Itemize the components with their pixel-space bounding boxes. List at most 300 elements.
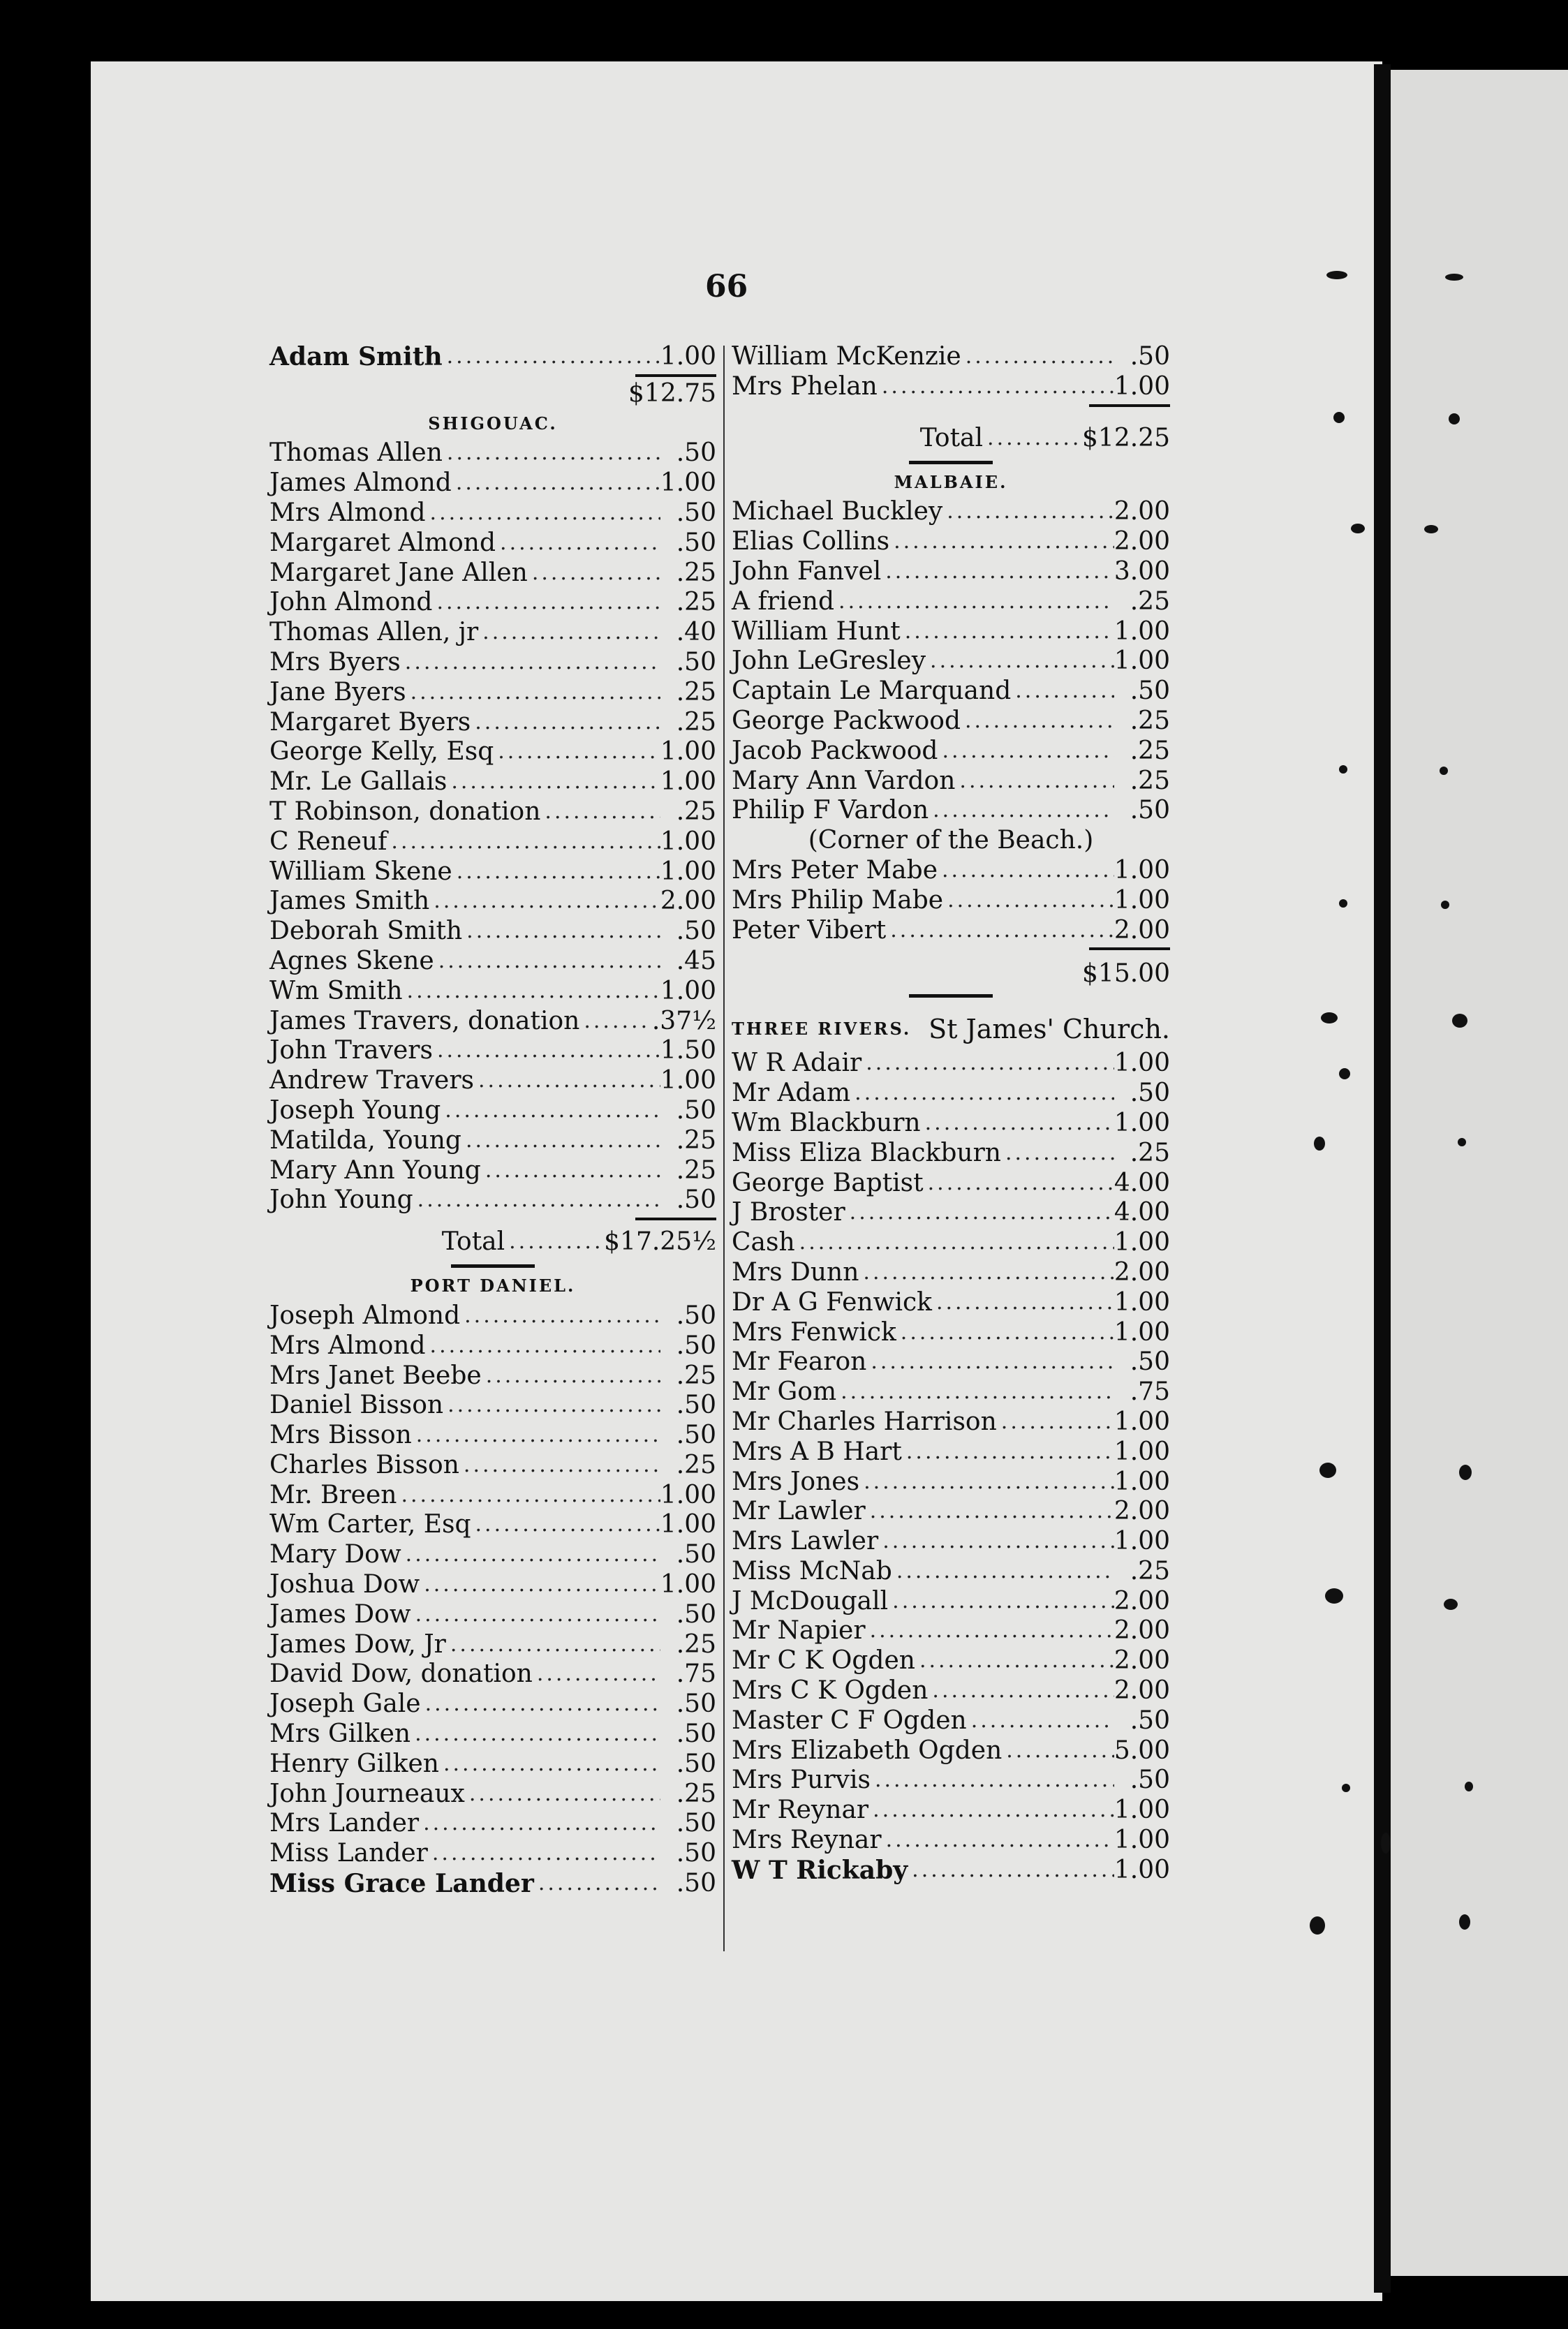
list-item bbox=[269, 1036, 716, 1066]
list-item bbox=[269, 1156, 716, 1186]
list-item bbox=[269, 1096, 716, 1126]
list-item bbox=[732, 1079, 1170, 1109]
malbaie-list bbox=[732, 497, 1170, 826]
contribution-amount: 1.00 bbox=[1114, 1467, 1170, 1496]
contribution-amount: .25 bbox=[676, 1361, 716, 1390]
list-item bbox=[732, 1736, 1170, 1766]
margin-mark bbox=[1459, 1465, 1472, 1480]
leader-dots bbox=[997, 1407, 1114, 1437]
contributor-name: Cash bbox=[732, 1228, 795, 1257]
section-heading-shigouac: SHIGOUAC. bbox=[428, 413, 558, 434]
leader-dots bbox=[471, 1510, 660, 1540]
contribution-amount: 1.00 bbox=[660, 342, 716, 371]
leader-dots bbox=[878, 1527, 1114, 1557]
right-top-total: $12.25 bbox=[1082, 423, 1170, 452]
list-item bbox=[269, 468, 716, 498]
leader-dots bbox=[1011, 676, 1114, 707]
list-item bbox=[732, 342, 1170, 372]
sum-rule bbox=[732, 945, 1170, 956]
contribution-amount: 1.00 bbox=[660, 1480, 716, 1509]
contributor-name: Mr Gom bbox=[732, 1377, 837, 1407]
contributor-name: James Almond bbox=[269, 468, 452, 498]
list-item bbox=[732, 527, 1170, 557]
port-daniel-list bbox=[269, 1301, 716, 1899]
leader-dots bbox=[882, 1826, 1114, 1856]
leader-dots bbox=[428, 1839, 660, 1869]
list-item bbox=[269, 1451, 716, 1481]
leader-dots bbox=[861, 1049, 1114, 1079]
contribution-amount: 1.00 bbox=[660, 1066, 716, 1095]
sum-rule bbox=[269, 1215, 716, 1222]
leader-dots bbox=[478, 618, 660, 648]
contribution-amount: 1.00 bbox=[1114, 371, 1170, 401]
leader-dots bbox=[983, 419, 1082, 458]
contribution-amount: 1.00 bbox=[1114, 1407, 1170, 1436]
leader-dots bbox=[886, 916, 1114, 946]
contribution-amount: 4.00 bbox=[1114, 1168, 1170, 1197]
contribution-amount: 1.00 bbox=[1114, 646, 1170, 676]
list-item bbox=[732, 796, 1170, 826]
list-item bbox=[269, 1391, 716, 1421]
contribution-amount: 1.00 bbox=[1114, 1437, 1170, 1466]
contribution-amount: .50 bbox=[676, 917, 716, 946]
contribution-amount: .50 bbox=[1130, 1079, 1170, 1108]
contributor-name: John Young bbox=[269, 1185, 413, 1215]
margin-mark bbox=[1310, 1916, 1325, 1935]
leader-dots bbox=[878, 372, 1114, 402]
contributor-name: John Travers bbox=[269, 1036, 433, 1065]
contributor-name: Henry Gilken bbox=[269, 1749, 439, 1778]
contribution-amount: 2.00 bbox=[1114, 1586, 1170, 1615]
contributor-name: C Reneuf bbox=[269, 827, 387, 856]
contribution-amount: 1.00 bbox=[1114, 855, 1170, 885]
contributor-name: Mrs Elizabeth Ogden bbox=[732, 1736, 1003, 1765]
contribution-amount: .25 bbox=[1130, 736, 1170, 765]
list-item bbox=[732, 1826, 1170, 1856]
margin-mark bbox=[1342, 1784, 1350, 1792]
leader-dots bbox=[462, 917, 660, 947]
leader-dots bbox=[412, 1421, 660, 1451]
contribution-amount: .50 bbox=[1130, 342, 1170, 371]
contributor-name: Adam Smith bbox=[269, 342, 443, 371]
contributor-name: W T Rickaby bbox=[732, 1855, 908, 1885]
leader-dots bbox=[859, 1258, 1114, 1288]
leader-dots bbox=[505, 1222, 604, 1262]
contributor-name: Mrs Reynar bbox=[732, 1826, 882, 1855]
list-item bbox=[732, 1467, 1170, 1498]
contribution-amount: .50 bbox=[676, 1331, 716, 1360]
contributor-name: Peter Vibert bbox=[732, 915, 887, 945]
contribution-amount: 2.00 bbox=[1114, 1257, 1170, 1287]
leader-dots bbox=[961, 342, 1114, 372]
leader-dots bbox=[866, 1616, 1114, 1646]
contributor-name: Mrs Jones bbox=[732, 1467, 860, 1496]
contributor-name: Mrs Peter Mabe bbox=[732, 855, 938, 885]
contributor-name: Miss McNab bbox=[732, 1556, 892, 1585]
list-item bbox=[269, 1361, 716, 1391]
contributor-name: Miss Grace Lander bbox=[269, 1869, 534, 1899]
contribution-amount: .25 bbox=[676, 707, 716, 737]
page-number: 66 bbox=[705, 269, 748, 304]
list-item bbox=[269, 1481, 716, 1511]
list-item bbox=[732, 1258, 1170, 1288]
contributor-name: William Skene bbox=[269, 857, 452, 886]
list-item bbox=[269, 977, 716, 1007]
list-item bbox=[269, 1540, 716, 1570]
margin-mark bbox=[1333, 412, 1345, 423]
list-item bbox=[732, 737, 1170, 767]
contributor-name: James Travers, donation bbox=[269, 1006, 580, 1035]
leader-dots bbox=[461, 1126, 660, 1156]
list-item bbox=[732, 1437, 1170, 1467]
contribution-amount: .50 bbox=[676, 1540, 716, 1569]
contributor-name: David Dow, donation bbox=[269, 1659, 533, 1689]
leader-dots bbox=[866, 1497, 1114, 1527]
list-item bbox=[732, 646, 1170, 676]
leader-dots bbox=[481, 1156, 660, 1186]
contribution-amount: 1.00 bbox=[1114, 1527, 1170, 1556]
leader-dots bbox=[474, 1066, 660, 1096]
contributor-name: Mrs Purvis bbox=[732, 1766, 871, 1795]
contribution-amount: 1.00 bbox=[1114, 1228, 1170, 1257]
list-item bbox=[732, 1706, 1170, 1736]
list-item bbox=[269, 1809, 716, 1839]
contributor-name: Mr Napier bbox=[732, 1616, 866, 1646]
contributor-name: John Journeaux bbox=[269, 1779, 465, 1808]
leader-dots bbox=[441, 1096, 660, 1126]
contributor-name: Deborah Smith bbox=[269, 917, 463, 946]
leader-dots bbox=[938, 737, 1114, 767]
contribution-amount: .50 bbox=[676, 1421, 716, 1450]
margin-mark bbox=[1339, 1068, 1350, 1079]
contributor-name: W R Adair bbox=[732, 1049, 862, 1078]
list-item bbox=[269, 1600, 716, 1630]
contribution-amount: 1.00 bbox=[660, 767, 716, 797]
list-item bbox=[269, 588, 716, 618]
leader-dots bbox=[494, 737, 660, 767]
list-item bbox=[732, 1377, 1170, 1407]
contributor-name: John Almond bbox=[269, 588, 433, 617]
contribution-amount: .25 bbox=[676, 1629, 716, 1659]
margin-mark bbox=[1314, 1137, 1325, 1151]
contribution-amount: .50 bbox=[676, 1185, 716, 1215]
contributor-name: Mr Adam bbox=[732, 1079, 851, 1108]
contribution-amount: 1.00 bbox=[660, 737, 716, 767]
contribution-amount: 1.00 bbox=[660, 468, 716, 498]
list-item bbox=[269, 438, 716, 468]
list-item bbox=[732, 1347, 1170, 1377]
total-label: Total bbox=[441, 1227, 505, 1257]
contributor-name: Joseph Gale bbox=[269, 1690, 421, 1719]
leader-dots bbox=[938, 856, 1114, 886]
corner-of-beach-list bbox=[732, 856, 1170, 945]
contribution-amount: 4.00 bbox=[1114, 1198, 1170, 1227]
corner-of-beach-subheading: (Corner of the Beach.) bbox=[808, 826, 1094, 855]
list-item bbox=[732, 1616, 1170, 1646]
contribution-amount: .50 bbox=[1130, 1766, 1170, 1795]
contributor-name: J McDougall bbox=[732, 1586, 889, 1615]
section-divider bbox=[269, 1262, 716, 1271]
leader-dots bbox=[967, 1706, 1114, 1736]
contributor-name: Mary Dow bbox=[269, 1540, 401, 1569]
contribution-amount: .25 bbox=[676, 1779, 716, 1808]
contribution-amount: 2.00 bbox=[1114, 1497, 1170, 1526]
margin-mark bbox=[1444, 1599, 1458, 1610]
contributor-name: Mrs Almond bbox=[269, 1331, 426, 1360]
leader-dots bbox=[795, 1228, 1114, 1258]
list-item bbox=[732, 1198, 1170, 1228]
leader-dots bbox=[533, 1659, 660, 1690]
contribution-amount: .25 bbox=[1130, 586, 1170, 616]
contributor-name: Captain Le Marquand bbox=[732, 676, 1012, 706]
list-item bbox=[269, 827, 716, 857]
contributor-name: Margaret Byers bbox=[269, 707, 471, 737]
list-item bbox=[269, 648, 716, 678]
leader-dots bbox=[397, 1481, 660, 1511]
leader-dots bbox=[429, 887, 660, 917]
leader-dots bbox=[411, 1720, 660, 1750]
three-rivers-label: THREE RIVERS. bbox=[732, 1019, 912, 1040]
list-item bbox=[732, 497, 1170, 527]
contributor-name: Thomas Allen bbox=[269, 438, 443, 468]
list-item bbox=[732, 1139, 1170, 1169]
leader-dots bbox=[1001, 1139, 1114, 1169]
list-item bbox=[269, 1570, 716, 1600]
leader-dots bbox=[403, 977, 660, 1007]
contribution-amount: .50 bbox=[676, 647, 716, 676]
leader-dots bbox=[579, 1007, 651, 1037]
list-item bbox=[269, 1690, 716, 1720]
margin-mark bbox=[1424, 525, 1438, 533]
contributor-name: Mrs Lander bbox=[269, 1809, 420, 1838]
leader-dots bbox=[401, 648, 660, 678]
contributor-name: Miss Eliza Blackburn bbox=[732, 1138, 1001, 1167]
contributor-name: Matilda, Young bbox=[269, 1125, 461, 1155]
list-item bbox=[732, 1318, 1170, 1348]
list-item bbox=[732, 916, 1170, 946]
list-item bbox=[269, 797, 716, 827]
contribution-amount: .50 bbox=[676, 1690, 716, 1719]
contributor-name: Jane Byers bbox=[269, 677, 406, 707]
margin-mark bbox=[1326, 271, 1347, 279]
list-item bbox=[269, 1750, 716, 1780]
contribution-amount: 2.00 bbox=[1114, 1616, 1170, 1646]
list-item bbox=[269, 1630, 716, 1660]
contribution-amount: 3.00 bbox=[1114, 556, 1170, 586]
section-divider bbox=[732, 458, 1170, 468]
leader-dots bbox=[888, 1587, 1114, 1617]
contribution-amount: .25 bbox=[1130, 706, 1170, 735]
list-item bbox=[732, 1676, 1170, 1706]
leader-dots bbox=[443, 1391, 660, 1421]
contributor-name: Mrs A B Hart bbox=[732, 1437, 902, 1466]
contribution-amount: 2.00 bbox=[660, 887, 716, 916]
contribution-amount: 1.00 bbox=[660, 827, 716, 856]
contribution-amount: .50 bbox=[676, 498, 716, 527]
contributor-name: William McKenzie bbox=[732, 342, 961, 371]
leader-dots bbox=[452, 857, 660, 887]
shigouac-total: $17.25½ bbox=[604, 1227, 716, 1257]
list-item bbox=[732, 1527, 1170, 1557]
list-item bbox=[732, 1557, 1170, 1587]
leader-dots bbox=[961, 707, 1114, 737]
contributor-name: George Packwood bbox=[732, 706, 961, 735]
list-item bbox=[269, 342, 716, 372]
leader-dots bbox=[420, 1570, 660, 1600]
leader-dots bbox=[426, 498, 660, 528]
leader-dots bbox=[943, 886, 1114, 916]
leader-dots bbox=[432, 588, 660, 618]
list-item bbox=[269, 1869, 716, 1899]
contributor-name: Miss Lander bbox=[269, 1839, 428, 1868]
contribution-amount: 2.00 bbox=[1114, 527, 1170, 556]
right-column bbox=[732, 342, 1170, 1886]
contributor-name: Mrs Gilken bbox=[269, 1720, 411, 1749]
contributor-name: Jacob Packwood bbox=[732, 736, 938, 765]
list-item bbox=[732, 617, 1170, 647]
contribution-amount: .25 bbox=[1130, 1556, 1170, 1585]
leader-dots bbox=[850, 1079, 1114, 1109]
margin-mark bbox=[1452, 1014, 1467, 1028]
contributor-name: Agnes Skene bbox=[269, 946, 434, 975]
list-item bbox=[269, 1126, 716, 1156]
leader-dots bbox=[896, 1318, 1114, 1348]
contribution-amount: .50 bbox=[1130, 676, 1170, 706]
list-item bbox=[269, 559, 716, 589]
list-item bbox=[732, 587, 1170, 617]
list-item bbox=[269, 947, 716, 977]
list-item bbox=[269, 1185, 716, 1215]
list-item bbox=[269, 1659, 716, 1690]
margin-mark bbox=[1325, 1588, 1343, 1604]
list-item bbox=[269, 767, 716, 797]
list-item bbox=[732, 1856, 1170, 1886]
leader-dots bbox=[534, 1869, 660, 1899]
contribution-amount: 1.00 bbox=[1114, 1108, 1170, 1137]
contribution-amount: 1.50 bbox=[660, 1036, 716, 1065]
contributor-name: Mary Ann Vardon bbox=[732, 766, 956, 795]
list-item bbox=[732, 1049, 1170, 1079]
leader-dots bbox=[836, 1377, 1114, 1407]
contribution-amount: 1.00 bbox=[1114, 1049, 1170, 1078]
list-item bbox=[269, 618, 716, 648]
list-item bbox=[269, 917, 716, 947]
contribution-amount: 1.00 bbox=[1114, 1796, 1170, 1825]
leader-dots bbox=[419, 1809, 660, 1839]
contribution-amount: 2.00 bbox=[1114, 1676, 1170, 1706]
contribution-amount: 5.00 bbox=[1114, 1736, 1170, 1765]
contribution-amount: .25 bbox=[676, 1450, 716, 1479]
leader-dots bbox=[459, 1451, 660, 1481]
contribution-amount: 1.00 bbox=[1114, 1855, 1170, 1884]
contribution-amount: 2.00 bbox=[1114, 1646, 1170, 1676]
margin-mark bbox=[1440, 767, 1448, 775]
facing-page bbox=[1391, 70, 1568, 2276]
leader-dots bbox=[447, 767, 660, 797]
leader-dots bbox=[540, 797, 660, 827]
margin-mark bbox=[1465, 1782, 1473, 1791]
list-item bbox=[732, 1169, 1170, 1199]
list-item bbox=[269, 737, 716, 767]
book-spine bbox=[1374, 64, 1391, 2293]
contributor-name: James Smith bbox=[269, 887, 430, 916]
list-item bbox=[269, 1510, 716, 1540]
contribution-amount: .50 bbox=[676, 438, 716, 468]
list-item bbox=[269, 1720, 716, 1750]
contribution-amount: .50 bbox=[676, 1720, 716, 1749]
list-item bbox=[732, 1109, 1170, 1139]
leader-dots bbox=[439, 1750, 660, 1780]
contributor-name: Wm Smith bbox=[269, 976, 403, 1005]
contributor-name: James Dow, Jr bbox=[269, 1629, 446, 1659]
contribution-amount: .50 bbox=[1130, 1706, 1170, 1735]
contribution-amount: .25 bbox=[676, 588, 716, 617]
leader-dots bbox=[908, 1856, 1114, 1886]
contributor-name: Andrew Travers bbox=[269, 1066, 475, 1095]
contributor-name: Mr. Le Gallais bbox=[269, 767, 448, 797]
contributor-name: J Broster bbox=[732, 1198, 845, 1227]
contribution-amount: 1.00 bbox=[660, 857, 716, 886]
contributor-name: Margaret Jane Allen bbox=[269, 558, 528, 587]
leader-dots bbox=[866, 1347, 1114, 1377]
list-item bbox=[269, 528, 716, 559]
leader-dots bbox=[496, 528, 660, 559]
contribution-amount: .25 bbox=[676, 1125, 716, 1155]
contribution-amount: .50 bbox=[1130, 1347, 1170, 1377]
leader-dots bbox=[942, 497, 1114, 527]
margin-mark bbox=[1351, 524, 1365, 533]
contribution-amount: .75 bbox=[1130, 1377, 1170, 1407]
contribution-amount: 1.00 bbox=[1114, 616, 1170, 646]
leader-dots bbox=[834, 587, 1114, 617]
leader-dots bbox=[443, 438, 660, 468]
contribution-amount: .50 bbox=[676, 1599, 716, 1629]
margin-mark bbox=[1459, 1914, 1470, 1930]
leader-dots bbox=[871, 1766, 1114, 1796]
st-james-church-label: St James' Church. bbox=[929, 1014, 1170, 1045]
list-item bbox=[732, 1646, 1170, 1676]
shigouac-list bbox=[269, 438, 716, 1215]
list-item bbox=[269, 1780, 716, 1810]
contributor-name: Mrs Lawler bbox=[732, 1527, 879, 1556]
contributor-name: Mr Charles Harrison bbox=[732, 1407, 997, 1436]
list-item bbox=[269, 1066, 716, 1096]
contributor-name: Joseph Young bbox=[269, 1095, 441, 1125]
contribution-amount: 1.00 bbox=[1114, 1287, 1170, 1317]
contribution-amount: 1.00 bbox=[1114, 885, 1170, 915]
margin-mark bbox=[1321, 1012, 1338, 1023]
leader-dots bbox=[401, 1540, 660, 1570]
leader-dots bbox=[465, 1780, 660, 1810]
list-item bbox=[732, 856, 1170, 886]
list-item bbox=[269, 1007, 716, 1037]
contributor-name: James Dow bbox=[269, 1599, 411, 1629]
list-item bbox=[269, 708, 716, 738]
leader-dots bbox=[915, 1646, 1114, 1676]
contribution-amount: .40 bbox=[676, 618, 716, 647]
contribution-amount: .50 bbox=[676, 528, 716, 557]
contributor-name: Mrs Janet Beebe bbox=[269, 1361, 482, 1390]
leader-dots bbox=[482, 1361, 660, 1391]
total-label: Total bbox=[919, 423, 984, 452]
section-divider bbox=[732, 991, 1170, 1010]
contributor-name: John Fanvel bbox=[732, 556, 882, 586]
leader-dots bbox=[929, 796, 1114, 826]
contribution-amount: 2.00 bbox=[1114, 915, 1170, 945]
contributor-name: Charles Bisson bbox=[269, 1450, 459, 1479]
leader-dots bbox=[452, 468, 660, 498]
contribution-amount: .45 bbox=[676, 946, 716, 975]
